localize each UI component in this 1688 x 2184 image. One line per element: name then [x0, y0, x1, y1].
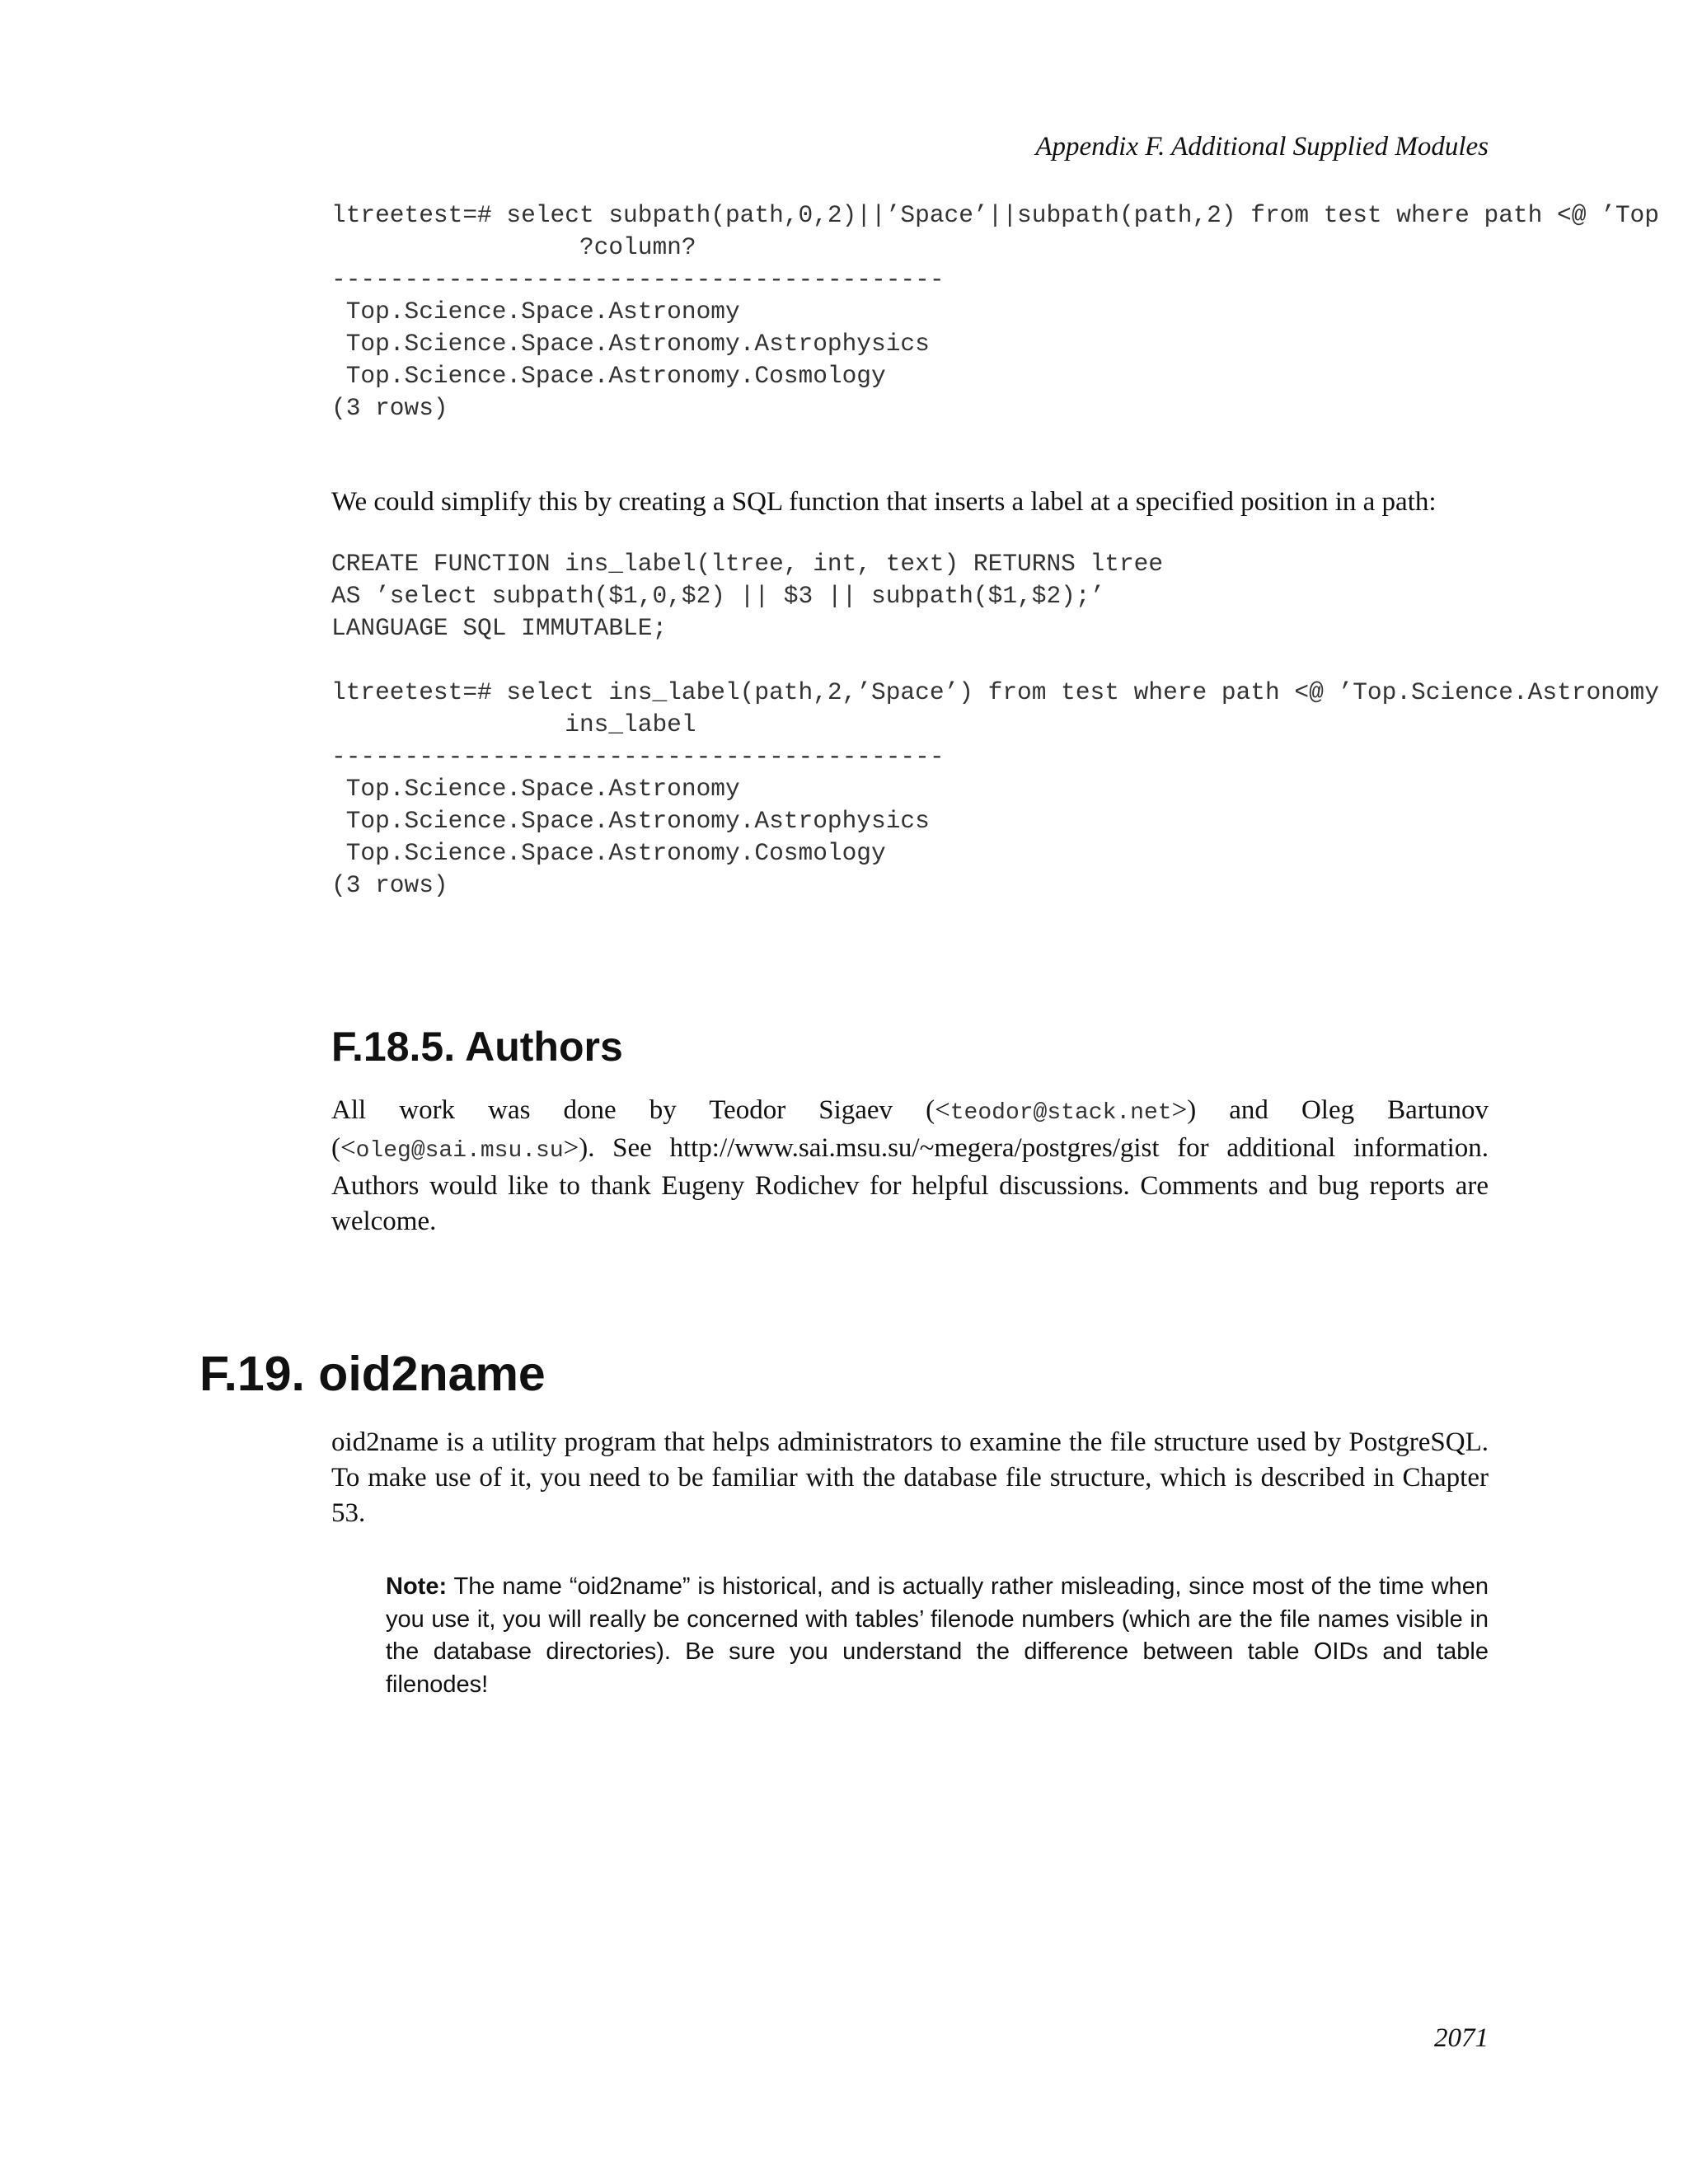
code-line: ltreetest=# select subpath(path,0,2)||’Space’||subpath(path,2) from test where path <@ ’Top	[331, 201, 1659, 229]
code-block-subpath-query	[331, 199, 1659, 424]
email-link-oleg[interactable]: oleg@sai.msu.su	[355, 1138, 564, 1164]
code-line: ------------------------------------------	[331, 265, 945, 293]
section-heading-authors: F.18.5. Authors	[331, 1024, 623, 1070]
code-line: Top.Science.Space.Astronomy.Cosmology	[331, 839, 886, 867]
email-link-teodor[interactable]: teodor@stack.net	[950, 1100, 1172, 1126]
paragraph-simplify: We could simplify this by creating a SQL function that inserts a label at a specified position in a path:	[331, 487, 1437, 517]
code-line: Top.Science.Space.Astronomy	[331, 298, 740, 326]
code-line: (3 rows)	[331, 394, 448, 422]
note-label: Note:	[386, 1573, 448, 1600]
code-line: (3 rows)	[331, 871, 448, 899]
code-line: Top.Science.Space.Astronomy.Cosmology	[331, 362, 886, 390]
running-header: Appendix F. Additional Supplied Modules	[1035, 132, 1489, 162]
code-line: Top.Science.Space.Astronomy.Astrophysics	[331, 807, 930, 835]
code-line: LANGUAGE SQL IMMUTABLE;	[331, 614, 668, 642]
paragraph-oid2name: oid2name is a utility program that helps administrators to examine the file structure used by PostgreSQL. To make use of it, you need to be familiar with the database file structure, which is described in Chapter 53.	[331, 1427, 1489, 1528]
code-line: ltreetest=# select ins_label(path,2,’Space’) from test where path <@ ’Top.Science.Astronomy	[331, 678, 1659, 706]
paragraph-authors: All work was done by Teodor Sigaev (<teodor@stack.net>) and Oleg Bartunov (<oleg@sai.msu.su>). See http://www.sai.msu.su/~megera/postgres/gist for additional information. Authors would like to thank Eugeny Rodichev for helpful discussions. Comments and bug reports are welcome.	[331, 1095, 1489, 1236]
code-line: ------------------------------------------	[331, 743, 945, 771]
code-block-ins-label	[331, 548, 1659, 902]
note-box	[386, 1571, 1489, 1701]
code-line: Top.Science.Space.Astronomy	[331, 775, 740, 803]
code-line: CREATE FUNCTION ins_label(ltree, int, text) RETURNS ltree	[331, 550, 1164, 578]
code-line: AS ’select subpath($1,0,$2) || $3 || subpath($1,$2);’	[331, 582, 1105, 610]
page-number: 2071	[1434, 2023, 1489, 2053]
section-heading-oid2name: F.19. oid2name	[199, 1347, 546, 1401]
code-line: ?column?	[331, 233, 696, 261]
note-text: The name “oid2name” is historical, and is actually rather misleading, since most of the time when you use it, you will really be concerned with tables’ filenode numbers (which are the file names visible in the database directories). Be sure you understand the difference between table OIDs and table filenodes!	[386, 1573, 1489, 1698]
code-line: ins_label	[331, 710, 696, 738]
code-line: Top.Science.Space.Astronomy.Astrophysics	[331, 330, 930, 358]
